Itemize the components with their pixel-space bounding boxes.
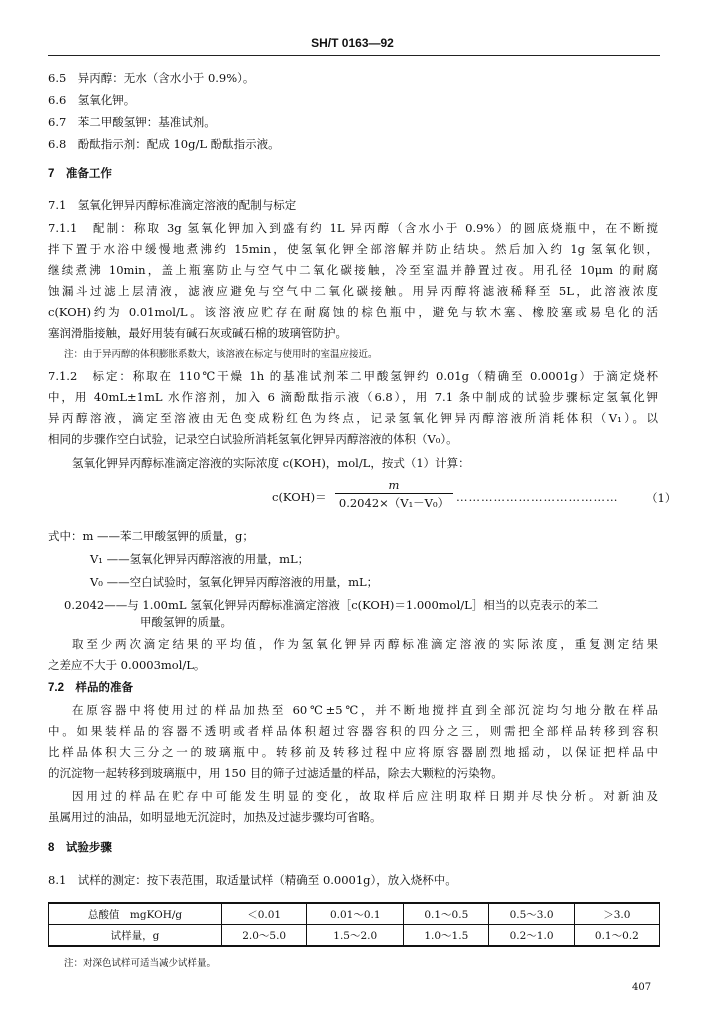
table-cell: 1.0～1.5 <box>404 925 489 947</box>
para-7-1-1-line5: c(KOH)约为 0.01mol/L。该溶液应贮存在耐腐蚀的棕色瓶中，避免与软木塞、橡胶塞或易皂化的活 <box>48 305 658 319</box>
para-7-1-1-line3: 继续煮沸 10min，盖上瓶塞防止与空气中二氧化碳接触，冷至室温并静置过夜。用孔径 10μm 的耐腐 <box>48 263 658 277</box>
equation-number: （1） <box>646 491 677 505</box>
para-7-1-2-line1: 7.1.2 标定：称取在 110℃干燥 1h 的基准试剂苯二甲酸氢钾约 0.01g（精确至 0.0001g）于滴定烧杯 <box>48 369 658 383</box>
item-6-5: 6.5 异丙醇：无水（含水小于 0.9%）。 <box>48 71 255 85</box>
table-cell: ＜0.01 <box>222 903 307 925</box>
note-1: 注：由于异丙醇的体积膨胀系数大，该溶液在标定与使用时的室温应接近。 <box>64 349 378 360</box>
note-2: 注：对深色试样可适当减少试样量。 <box>64 958 217 969</box>
table-cell: 0.1～0.5 <box>404 903 489 925</box>
para-7-2b-line1: 因用过的样品在贮存中可能发生明显的变化，故取样后应注明取样日期并尽快分析。对新油及 <box>72 789 658 803</box>
formula-denominator: 0.2042×（V₁－V₀） <box>338 496 450 510</box>
table-cell: 2.0～5.0 <box>222 925 307 947</box>
heading-7-1: 7.1 氢氧化钾异丙醇标准滴定溶液的配制与标定 <box>48 198 297 212</box>
table-cell: 1.5～2.0 <box>307 925 404 947</box>
table-cell: 0.01～0.1 <box>307 903 404 925</box>
heading-7-2: 7.2 样品的准备 <box>48 682 133 694</box>
section-7-heading: 7 准备工作 <box>48 168 112 180</box>
para-7-2-line2: 中。如果装样品的容器不透明或者样品体积超过容器容积的四分之三，则需把全部样品转移到容积 <box>48 724 658 738</box>
formula-numerator: m <box>388 478 400 492</box>
para-average-line1: 取至少两次滴定结果的平均值，作为氢氧化钾异丙醇标准滴定溶液的实际浓度，重复测定结果 <box>72 637 658 651</box>
para-7-2b-line2: 虽属用过的油品，如明显地无沉淀时，加热及过滤步骤均可省略。 <box>48 810 382 824</box>
para-7-2-line4: 的沉淀物一起转移到玻璃瓶中，用 150 目的筛子过滤适量的样品，除去大颗粒的污染物。 <box>48 766 503 780</box>
sample-amount-table <box>48 902 660 947</box>
where-constant-line2: 甲酸氢钾的质量。 <box>140 615 232 629</box>
para-7-1-1-line6: 塞润滑脂接触，最好用装有碱石灰或碱石棉的玻璃管防护。 <box>48 326 347 340</box>
where-v1: V₁ ——氢氧化钾异丙醇溶液的用量，mL； <box>90 552 310 566</box>
table-cell: 0.1～0.2 <box>574 925 659 947</box>
table-row <box>49 903 660 925</box>
formula-fraction <box>335 478 453 511</box>
table-cell: ＞3.0 <box>574 903 659 925</box>
formula-intro: 氢氧化钾异丙醇标准滴定溶液的实际浓度 c(KOH)，mol/L，按式（1）计算： <box>72 456 470 470</box>
formula-leader-dots: ………………………………… <box>456 490 619 504</box>
page-header: SH/T 0163—92 <box>311 36 394 50</box>
para-7-1-2-line3: 异丙醇溶液，滴定至溶液由无色变成粉红色为终点，记录氢氧化钾异丙醇溶液所消耗体积（V₁）。以 <box>48 411 658 425</box>
table-cell: 试样量，g <box>49 925 222 947</box>
para-7-1-1-line2: 拌下置于水浴中缓慢地煮沸约 15min，使氢氧化钾全部溶解并防止结块。然后加入约 1g 氢氧化钡， <box>48 242 658 256</box>
para-7-1-2-line2: 中，用 40mL±1mL 水作溶剂，加入 6 滴酚酞指示液（6.8），用 7.1 条中制成的试验步骤标定氢氧化钾 <box>48 390 658 404</box>
page-number: 407 <box>632 982 652 993</box>
where-m: 式中：m ——苯二甲酸氢钾的质量，g； <box>48 529 254 543</box>
para-7-1-2-line4: 相同的步骤作空白试验，记录空白试验所消耗氢氧化钾异丙醇溶液的体积（V₀）。 <box>48 432 458 446</box>
para-8-1: 8.1 试样的测定：按下表范围，取适量试样（精确至 0.0001g），放入烧杯中。 <box>48 873 457 887</box>
formula-lhs: c(KOH)＝ <box>272 490 327 504</box>
item-6-6: 6.6 氢氧化钾。 <box>48 93 136 107</box>
where-constant-line1: 0.2042——与 1.00mL 氢氧化钾异丙醇标准滴定溶液［c(KOH)＝1.000mol/L］相当的以克表示的苯二 <box>64 598 599 612</box>
item-6-7: 6.7 苯二甲酸氢钾：基准试剂。 <box>48 115 216 129</box>
para-7-1-1-line4: 蚀漏斗过滤上层清液，滤液应避免与空气中二氧化碳接触。用异丙醇将滤液稀释至 5L，此溶液浓度 <box>48 284 658 298</box>
section-8-heading: 8 试验步骤 <box>48 842 112 854</box>
table-row <box>49 925 660 947</box>
table-cell: 总酸值 mgKOH/g <box>49 903 222 925</box>
fraction-bar <box>335 493 453 494</box>
table-cell: 0.5～3.0 <box>489 903 574 925</box>
item-6-8: 6.8 酚酞指示剂：配成 10g/L 酚酞指示液。 <box>48 137 280 151</box>
table-cell: 0.2～1.0 <box>489 925 574 947</box>
where-v0: V₀ ——空白试验时，氢氧化钾异丙醇溶液的用量，mL； <box>90 575 379 589</box>
header-rule <box>48 55 660 56</box>
para-average-line2: 之差应不大于 0.0003mol/L。 <box>48 658 206 672</box>
para-7-2-line1: 在原容器中将使用过的样品加热至 60℃±5℃，并不断地搅拌直到全部沉淀均匀地分散在样品 <box>72 703 658 717</box>
para-7-1-1-line1: 7.1.1 配制：称取 3g 氢氧化钾加入到盛有约 1L 异丙醇（含水小于 0.9%）的圆底烧瓶中，在不断搅 <box>48 221 658 235</box>
para-7-2-line3: 比样品体积大三分之一的玻璃瓶中。转移前及转移过程中应将原容器剧烈地摇动，以保证把样品中 <box>48 745 658 759</box>
